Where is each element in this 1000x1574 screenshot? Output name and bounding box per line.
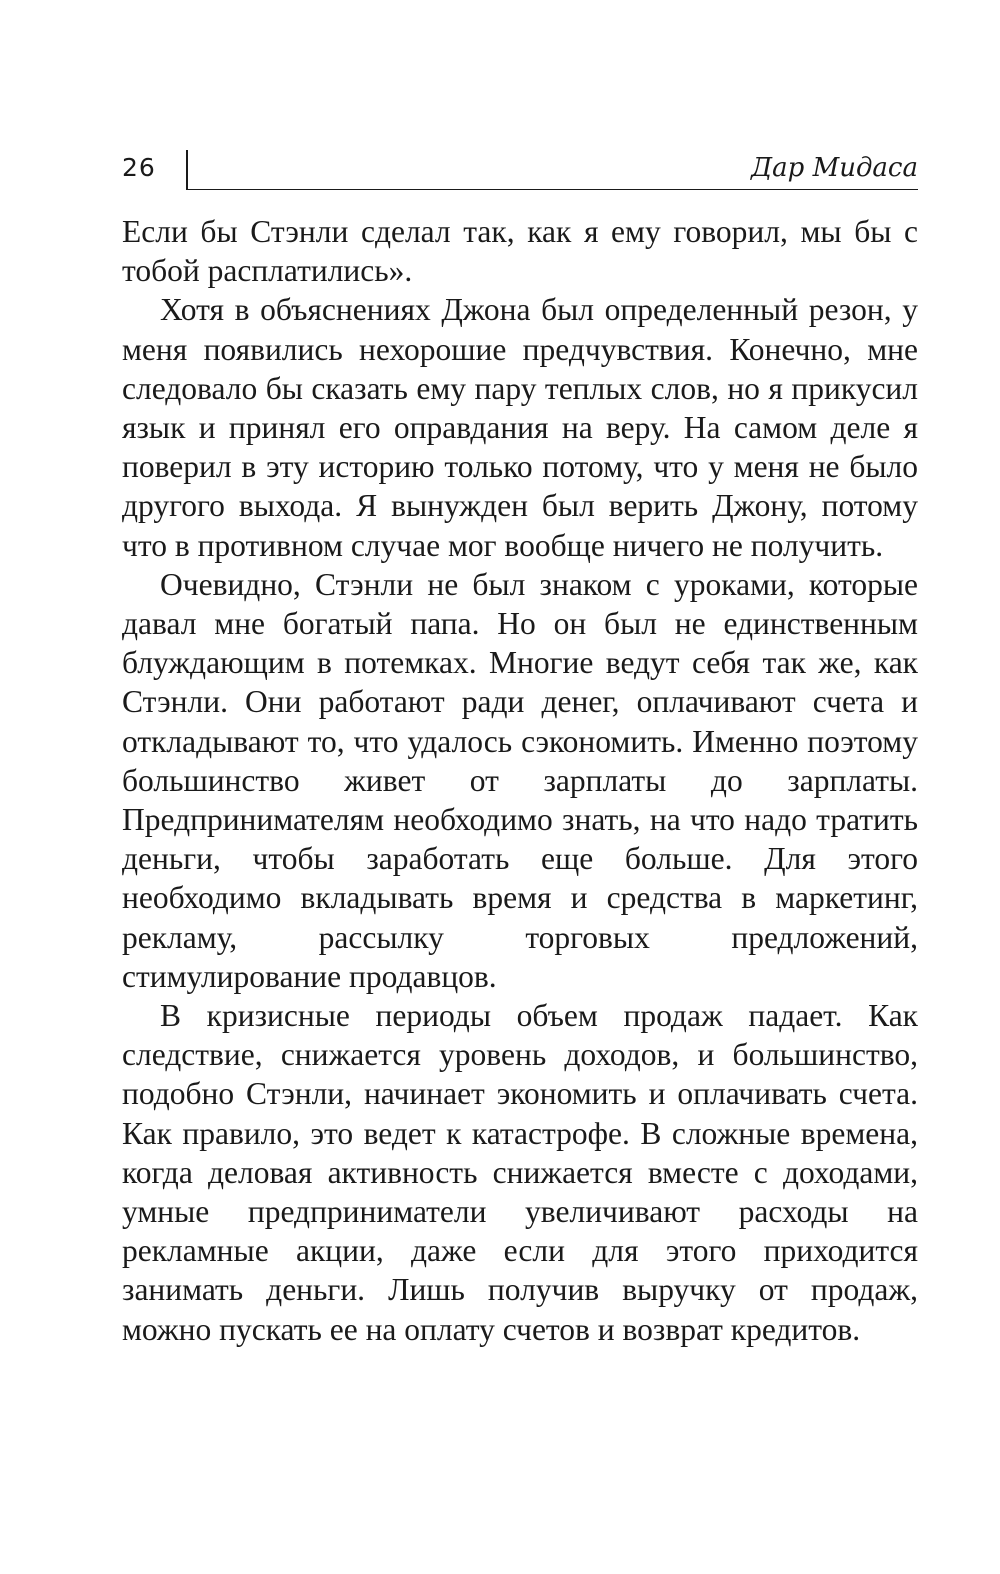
header-rule: [186, 189, 918, 190]
page-number: 26: [122, 153, 156, 182]
body-text: [122, 212, 918, 1349]
running-title: Дар Мидаса: [751, 153, 918, 183]
paragraph: В кризисные периоды объем продаж падает. Как следствие, снижается уровень доходов, и большинство, подобно Стэнли, начинает экономить и оплачивать счета. Как правило, это ведет к катастрофе. В сложные времена, когда деловая активность снижается вместе с доходами, умные предприниматели увеличивают расходы на рекламные акции, даже если для этого приходится занимать деньги. Лишь получив выручку от продаж, можно пускать ее на оплату счетов и возврат кредитов.: [122, 998, 918, 1347]
paragraph-continued: Если бы Стэнли сделал так, как я ему говорил, мы бы с тобой расплатились».: [122, 214, 918, 289]
running-header: [122, 150, 918, 192]
paragraph: Очевидно, Стэнли не был знаком с уроками, которые давал мне богатый папа. Но он был не единственным блуждающим в потемках. Многие ведут себя так же, как Стэнли. Они работают ради денег, оплачивают счета и откладывают то, что удалось сэкономить. Именно поэтому большинство живет от зарплаты до зарплаты. Предпринимателям необходимо знать, на что надо тратить деньги, чтобы заработать еще больше. Для этого необходимо вкладывать время и средства в маркетинг, рекламу, рассылку торговых предложений, стимулирование продавцов.: [122, 566, 918, 994]
header-divider-vertical: [186, 150, 188, 190]
paragraph: Хотя в объяснениях Джона был определенный резон, у меня появились нехорошие предчувствия. Конечно, мне следовало бы сказать ему пару теплых слов, но я прикусил язык и принял его оправдания на веру. На самом деле я поверил в эту историю только потому, что у меня не было другого выхода. Я вынужден был верить Джону, потому что в противном случае мог вообще ничего не получить.: [122, 292, 918, 563]
